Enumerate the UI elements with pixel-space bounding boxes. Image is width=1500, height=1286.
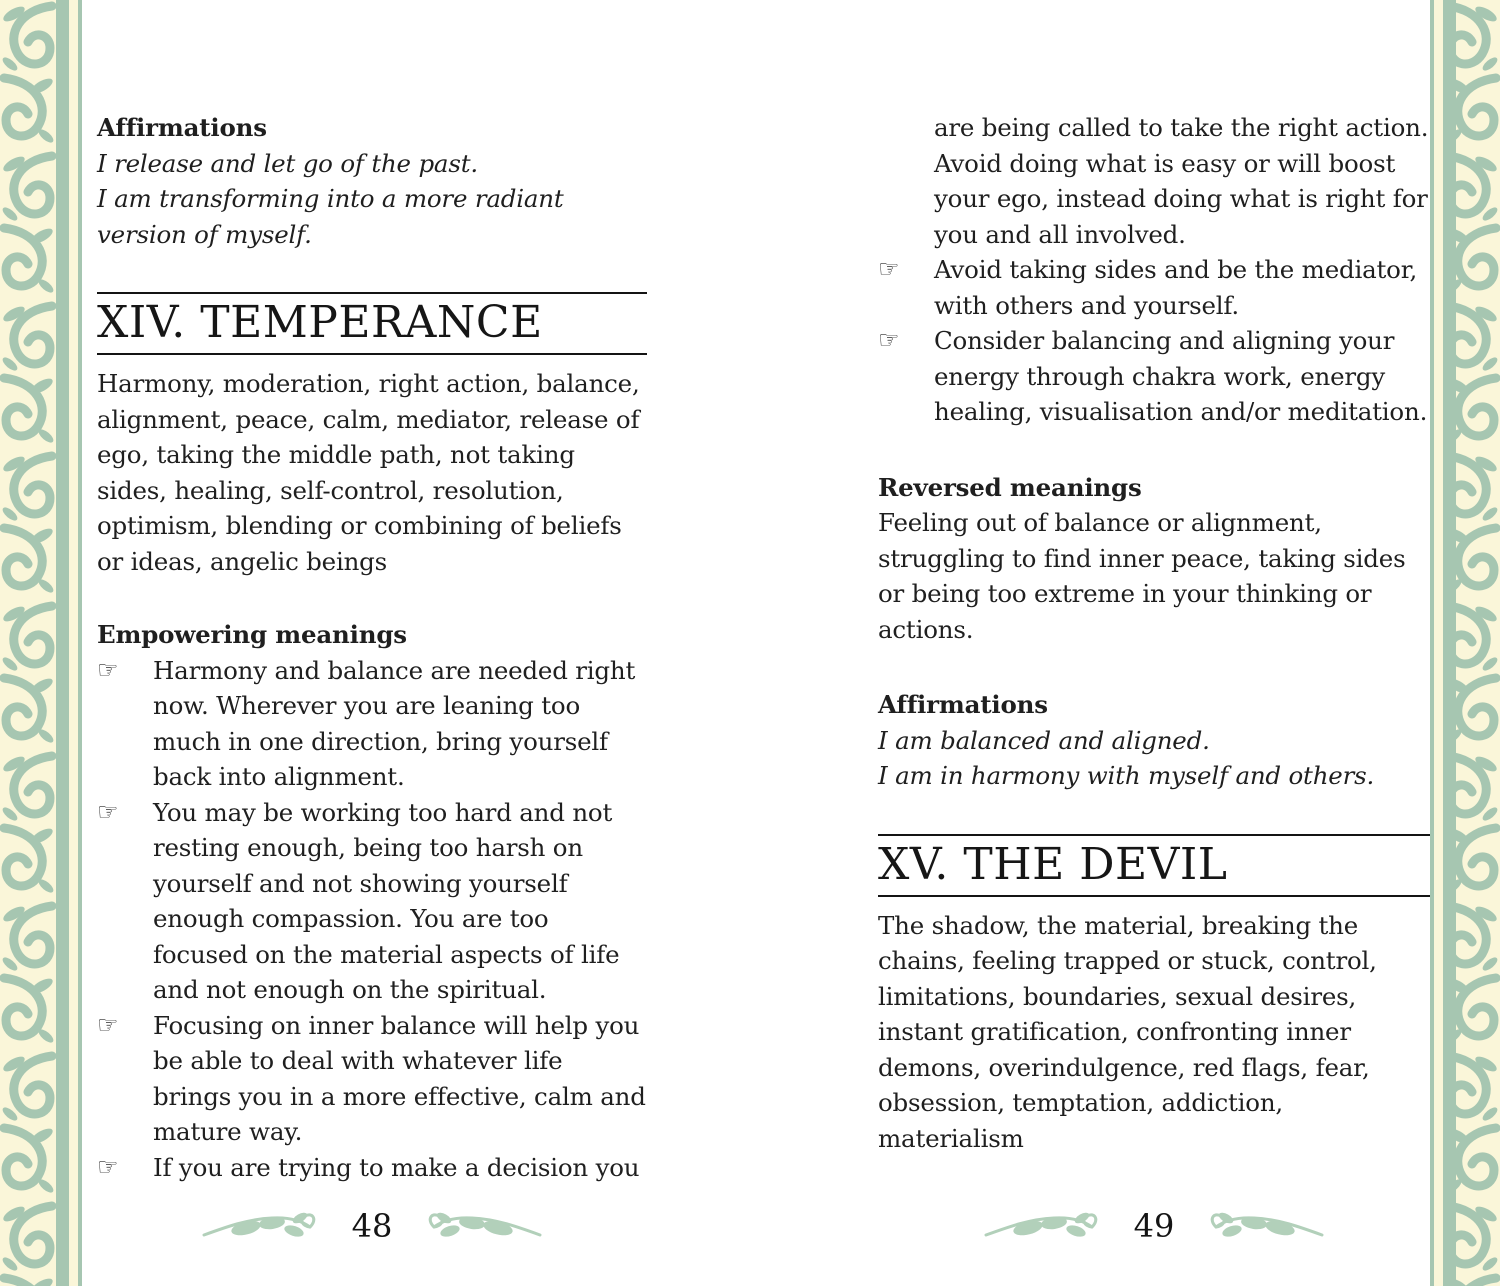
border-gap (1434, 0, 1443, 1286)
page-left (97, 110, 647, 1286)
ornamental-border-right (1430, 0, 1500, 1286)
list-item (97, 1150, 647, 1186)
keywords-paragraph: The shadow, the material, breaking the chains, feeling trapped or stuck, control, limitations, boundaries, sexual desires, instant gratification, confronting inner demons, overindulgence, red flags, fear, obsession, temptation, addiction, materialism (878, 910, 1377, 1153)
bullet-text: If you are trying to make a decision you (153, 1152, 640, 1182)
list-item (97, 1008, 647, 1150)
reversed-meanings-heading: Reversed meanings (878, 472, 1142, 502)
bullet-continuation-paragraph: are being called to take the right action. Avoid doing what is easy or will boost your ego, instead doing what is right for you and all involved. (934, 113, 1429, 249)
border-gap (69, 0, 78, 1286)
list-item (97, 653, 647, 795)
bullet-text: Avoid taking sides and be the mediator, with others and yourself. (934, 255, 1418, 320)
affirmation-line: I am in harmony with myself and others. (878, 761, 1375, 790)
scroll-pattern-icon (0, 0, 56, 1286)
border-stripe (1443, 0, 1456, 1286)
list-item (878, 323, 1430, 430)
leaf-flourish-icon (984, 1206, 1104, 1246)
page-number: 48 (351, 1207, 393, 1245)
ornamental-border-left (0, 0, 82, 1286)
page-number: 49 (1133, 1207, 1175, 1245)
scroll-pattern-icon (1456, 0, 1500, 1286)
manicule-icon: ☞ (97, 797, 119, 826)
empowering-meanings-heading: Empowering meanings (97, 620, 407, 649)
page-footer (97, 1206, 647, 1246)
bullet-text: You may be working too hard and not resting enough, being too harsh on yourself and not showing yourself enough compassion. You are too focused on the material aspects of life and not enough on the spiritual. (153, 797, 620, 1004)
manicule-icon: ☞ (97, 1152, 119, 1181)
affirmation-line: I am transforming into a more radiant version of myself. (97, 184, 564, 249)
manicule-icon: ☞ (97, 1010, 119, 1039)
affirmations-heading: Affirmations (878, 690, 1048, 719)
affirmation-line: I am balanced and aligned. (878, 725, 1210, 755)
manicule-icon: ☞ (878, 326, 900, 354)
list-item (878, 252, 1430, 323)
card-title-temperance: XIV. TEMPERANCE (97, 297, 543, 348)
empowering-meanings-list-cont (878, 252, 1430, 430)
list-item (97, 795, 647, 1008)
page-right (878, 110, 1430, 1286)
affirmation-line: I release and let go of the past. (97, 148, 478, 178)
leaf-flourish-icon (1204, 1206, 1324, 1246)
manicule-icon: ☞ (97, 655, 119, 684)
reversed-meanings-paragraph: Feeling out of balance or alignment, struggling to find inner peace, taking sides or being too extreme in your thinking or actions. (878, 508, 1406, 644)
leaf-flourish-icon (422, 1206, 542, 1246)
manicule-icon: ☞ (878, 255, 900, 283)
card-title-devil: XV. THE DEVIL (878, 838, 1228, 890)
bullet-text: Harmony and balance are needed right now. Wherever you are leaning too much in one direction, bring yourself back into alignment. (153, 655, 636, 791)
border-stripe (56, 0, 69, 1286)
page-footer (878, 1206, 1430, 1246)
keywords-paragraph: Harmony, moderation, right action, balance, alignment, peace, calm, mediator, release of ego, taking the middle path, not taking sides, healing, self-control, resolution, optimism, blending or combining of beliefs or ideas, angelic beings (97, 369, 640, 576)
bullet-text: Consider balancing and aligning your energy through chakra work, energy healing, visualisation and/or meditation. (934, 326, 1428, 426)
bullet-text: Focusing on inner balance will help you be able to deal with whatever life brings you in a more effective, calm and mature way. (153, 1010, 646, 1146)
leaf-flourish-icon (202, 1206, 322, 1246)
card-heading-block (878, 834, 1430, 897)
affirmations-heading: Affirmations (97, 113, 267, 142)
border-stripe-thin (78, 0, 82, 1286)
card-heading-block (97, 292, 647, 355)
empowering-meanings-list (97, 653, 647, 1186)
